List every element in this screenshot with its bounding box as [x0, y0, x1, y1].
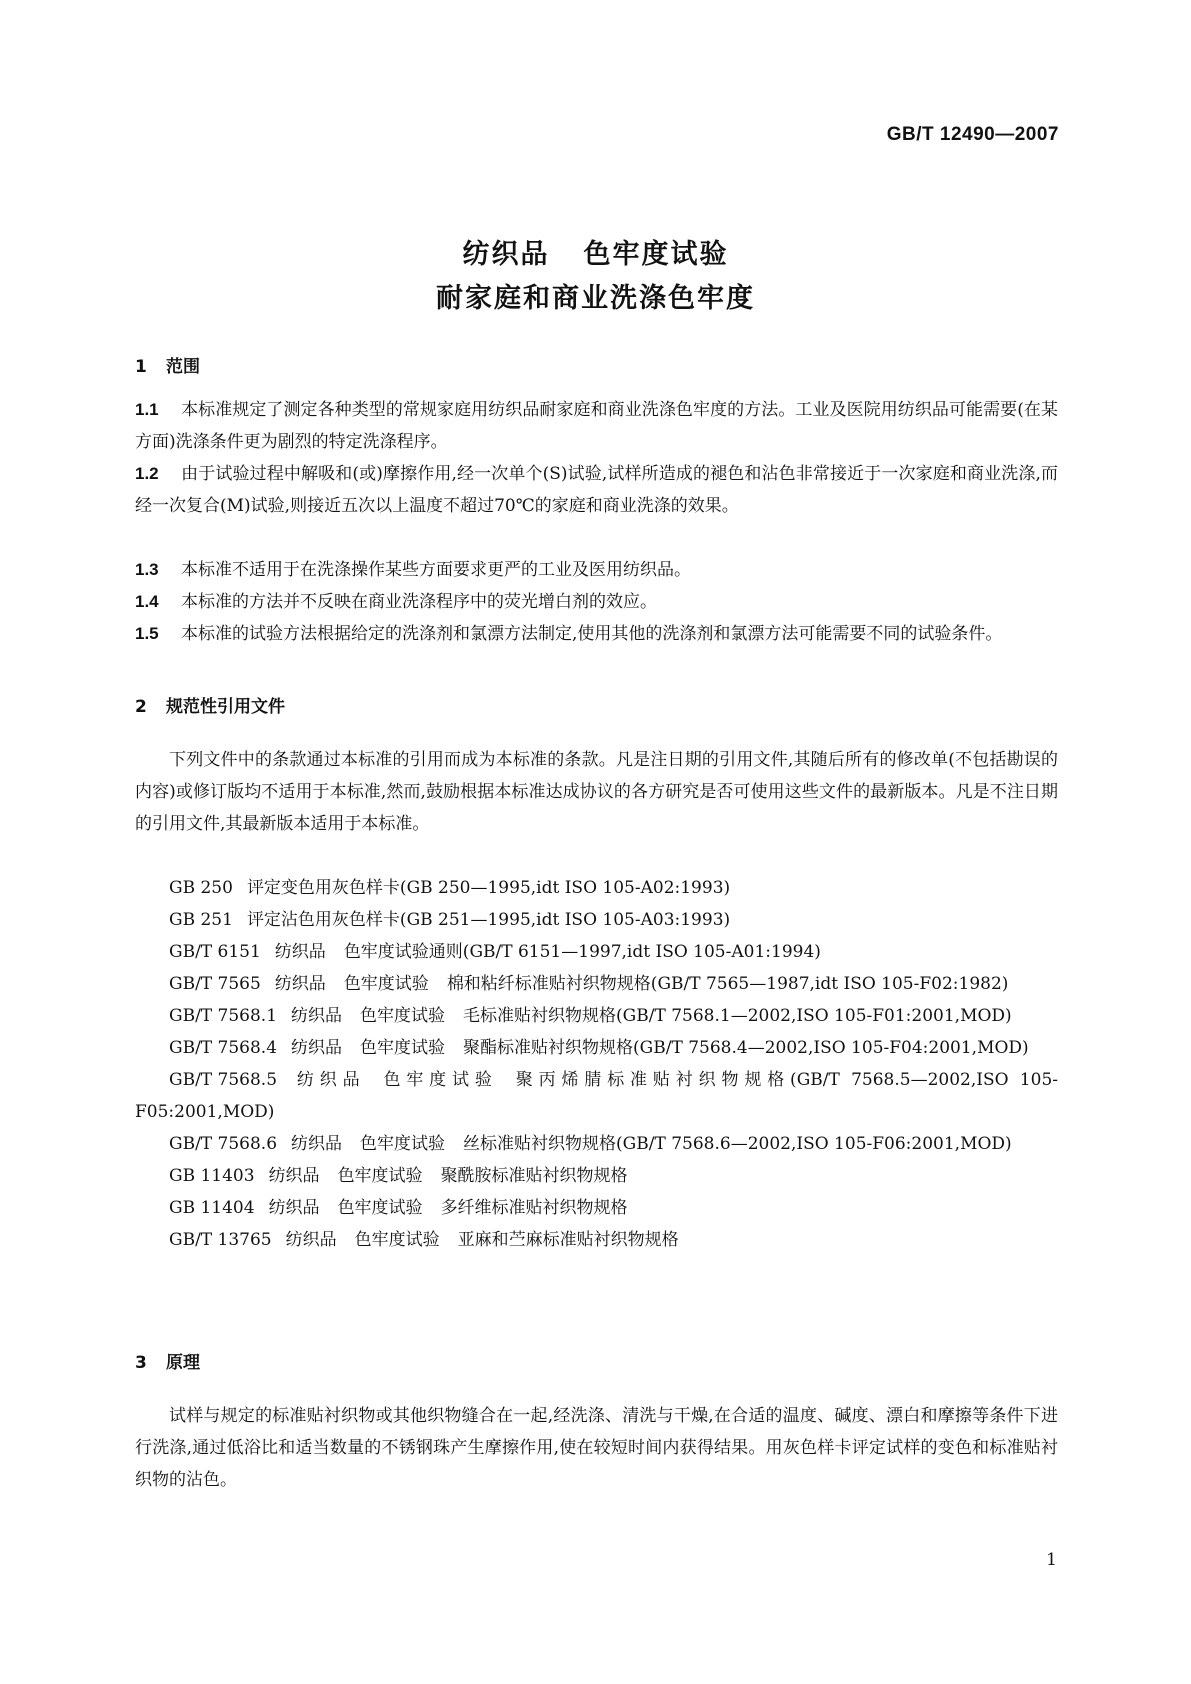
- reference-item: [135, 872, 1058, 904]
- reference-prefix: 纺织品: [268, 1166, 320, 1186]
- reference-prefix: 纺织品: [274, 974, 326, 994]
- reference-code: GB/T 7568.5: [169, 1070, 278, 1090]
- title-part-colour-fastness: 色牢度试验: [583, 239, 729, 270]
- reference-item: [135, 1000, 1058, 1032]
- reference-code: GB/T 7565: [169, 974, 261, 994]
- title-part-textiles: 纺织品: [462, 239, 550, 270]
- clause-1-5: [135, 618, 1058, 650]
- reference-prefix: 纺织品: [274, 942, 326, 962]
- clause-number: 1.1: [135, 400, 159, 419]
- clause-number: 1.4: [135, 592, 159, 611]
- page-number: 1: [1046, 1550, 1057, 1570]
- section-2-number: 2: [135, 697, 147, 717]
- reference-title: 聚酰胺标准贴衬织物规格: [440, 1166, 628, 1186]
- clause-text: 本标准规定了测定各种类型的常规家庭用纺织品耐家庭和商业洗涤色牢度的方法。工业及医院用纺织品可能需要(在某方面)洗涤条件更为剧烈的特定洗涤程序。: [135, 400, 1058, 452]
- reference-code: GB/T 7568.6: [169, 1134, 278, 1154]
- reference-item: [135, 968, 1058, 1000]
- clause-text: 本标准不适用于在洗涤操作某些方面要求更严的工业及医用纺织品。: [181, 560, 691, 580]
- reference-title: 评定变色用灰色样卡(GB 250—1995,idt ISO 105-A02:1993): [246, 878, 731, 898]
- reference-title: 多纤维标准贴衬织物规格: [440, 1198, 628, 1218]
- reference-item: [135, 1192, 1058, 1224]
- reference-item: [135, 1064, 1058, 1128]
- standard-number: GB/T 12490—2007: [886, 124, 1059, 145]
- reference-title: 聚丙烯腈标准贴衬织物规格(GB/T 7568.5—2002,ISO 105-F05:2001,MOD): [135, 1070, 1058, 1122]
- section-1-heading: [135, 352, 200, 377]
- clause-1-1: [135, 394, 1058, 458]
- clause-1-2: [135, 458, 1058, 522]
- normative-references-intro: 下列文件中的条款通过本标准的引用而成为本标准的条款。凡是注日期的引用文件,其随后所有的修改单(不包括勘误的内容)或修订版均不适用于本标准,然而,鼓励根据本标准达成协议的各方研究是否可使用这些文件的最新版本。凡是不注日期的引用文件,其最新版本适用于本标准。: [135, 750, 1058, 834]
- section-3-number: 3: [135, 1353, 147, 1373]
- document-title-line-2: 耐家庭和商业洗涤色牢度: [436, 283, 755, 314]
- reference-prefix: 纺织品: [291, 1038, 343, 1058]
- reference-mid: 色牢度试验: [343, 974, 429, 994]
- reference-title: 亚麻和苎麻标准贴衬织物规格: [457, 1230, 679, 1250]
- reference-code: GB 250: [169, 878, 233, 898]
- normative-reference-list: [135, 872, 1058, 1256]
- reference-code: GB 11404: [169, 1198, 255, 1218]
- clause-text: 本标准的试验方法根据给定的洗涤剂和氯漂方法制定,使用其他的洗涤剂和氯漂方法可能需要不同的试验条件。: [181, 624, 1003, 644]
- section-3-heading: [135, 1348, 200, 1373]
- principle-paragraph: 试样与规定的标准贴衬织物或其他织物缝合在一起,经洗涤、清洗与干燥,在合适的温度、碱度、漂白和摩擦等条件下进行洗涤,通过低浴比和适当数量的不锈钢珠产生摩擦作用,使在较短时间内获得结果。用灰色样卡评定试样的变色和标准贴衬织物的沾色。: [135, 1406, 1058, 1490]
- reference-mid: 色牢度试验: [360, 1038, 446, 1058]
- document-title-line-1: [0, 232, 1191, 271]
- reference-mid: 色牢度试验: [383, 1070, 498, 1090]
- reference-mid: 色牢度试验: [360, 1006, 446, 1026]
- reference-code: GB/T 7568.4: [169, 1038, 278, 1058]
- reference-title: 毛标准贴衬织物规格(GB/T 7568.1—2002,ISO 105-F01:2001,MOD): [463, 1006, 1012, 1026]
- reference-title: 色牢度试验通则(GB/T 6151—1997,idt ISO 105-A01:1994): [343, 942, 821, 962]
- reference-title: 聚酯标准贴衬织物规格(GB/T 7568.4—2002,ISO 105-F04:2001,MOD): [463, 1038, 1029, 1058]
- clause-1-4: [135, 586, 1058, 618]
- reference-mid: 色牢度试验: [360, 1134, 446, 1154]
- clause-number: 1.5: [135, 624, 159, 643]
- reference-item: [135, 1160, 1058, 1192]
- reference-item: [135, 936, 1058, 968]
- reference-code: GB 11403: [169, 1166, 255, 1186]
- reference-prefix: 纺织品: [268, 1198, 320, 1218]
- section-1-number: 1: [135, 357, 147, 377]
- reference-code: GB 251: [169, 910, 233, 930]
- section-2-heading: [135, 692, 285, 717]
- section-2-title: 规范性引用文件: [166, 697, 285, 717]
- clause-text: 由于试验过程中解吸和(或)摩擦作用,经一次单个(S)试验,试样所造成的褪色和沾色非常接近于一次家庭和商业洗涤,而经一次复合(M)试验,则接近五次以上温度不超过70℃的家庭和商业洗涤的效果。: [135, 464, 1058, 516]
- clause-number: 1.2: [135, 464, 159, 483]
- clause-1-3: [135, 554, 1058, 586]
- reference-prefix: 纺织品: [291, 1134, 343, 1154]
- reference-mid: 色牢度试验: [354, 1230, 440, 1250]
- reference-code: GB/T 13765: [169, 1230, 272, 1250]
- reference-item: [135, 1128, 1058, 1160]
- reference-title: 丝标准贴衬织物规格(GB/T 7568.6—2002,ISO 105-F06:2001,MOD): [463, 1134, 1012, 1154]
- reference-mid: 色牢度试验: [337, 1198, 423, 1218]
- reference-title: 棉和粘纤标准贴衬织物规格(GB/T 7565—1987,idt ISO 105-F02:1982): [446, 974, 1009, 994]
- section-3-title: 原理: [166, 1353, 200, 1373]
- reference-code: GB/T 7568.1: [169, 1006, 278, 1026]
- reference-title: 评定沾色用灰色样卡(GB 251—1995,idt ISO 105-A03:1993): [246, 910, 731, 930]
- reference-prefix: 纺织品: [291, 1070, 366, 1090]
- reference-item: [135, 1032, 1058, 1064]
- reference-item: [135, 1224, 1058, 1256]
- section-1-title: 范围: [166, 357, 200, 377]
- reference-item: [135, 904, 1058, 936]
- reference-mid: 色牢度试验: [337, 1166, 423, 1186]
- reference-code: GB/T 6151: [169, 942, 261, 962]
- reference-prefix: 纺织品: [291, 1006, 343, 1026]
- reference-prefix: 纺织品: [285, 1230, 337, 1250]
- clause-text: 本标准的方法并不反映在商业洗涤程序中的荧光增白剂的效应。: [181, 592, 657, 612]
- clause-number: 1.3: [135, 560, 159, 579]
